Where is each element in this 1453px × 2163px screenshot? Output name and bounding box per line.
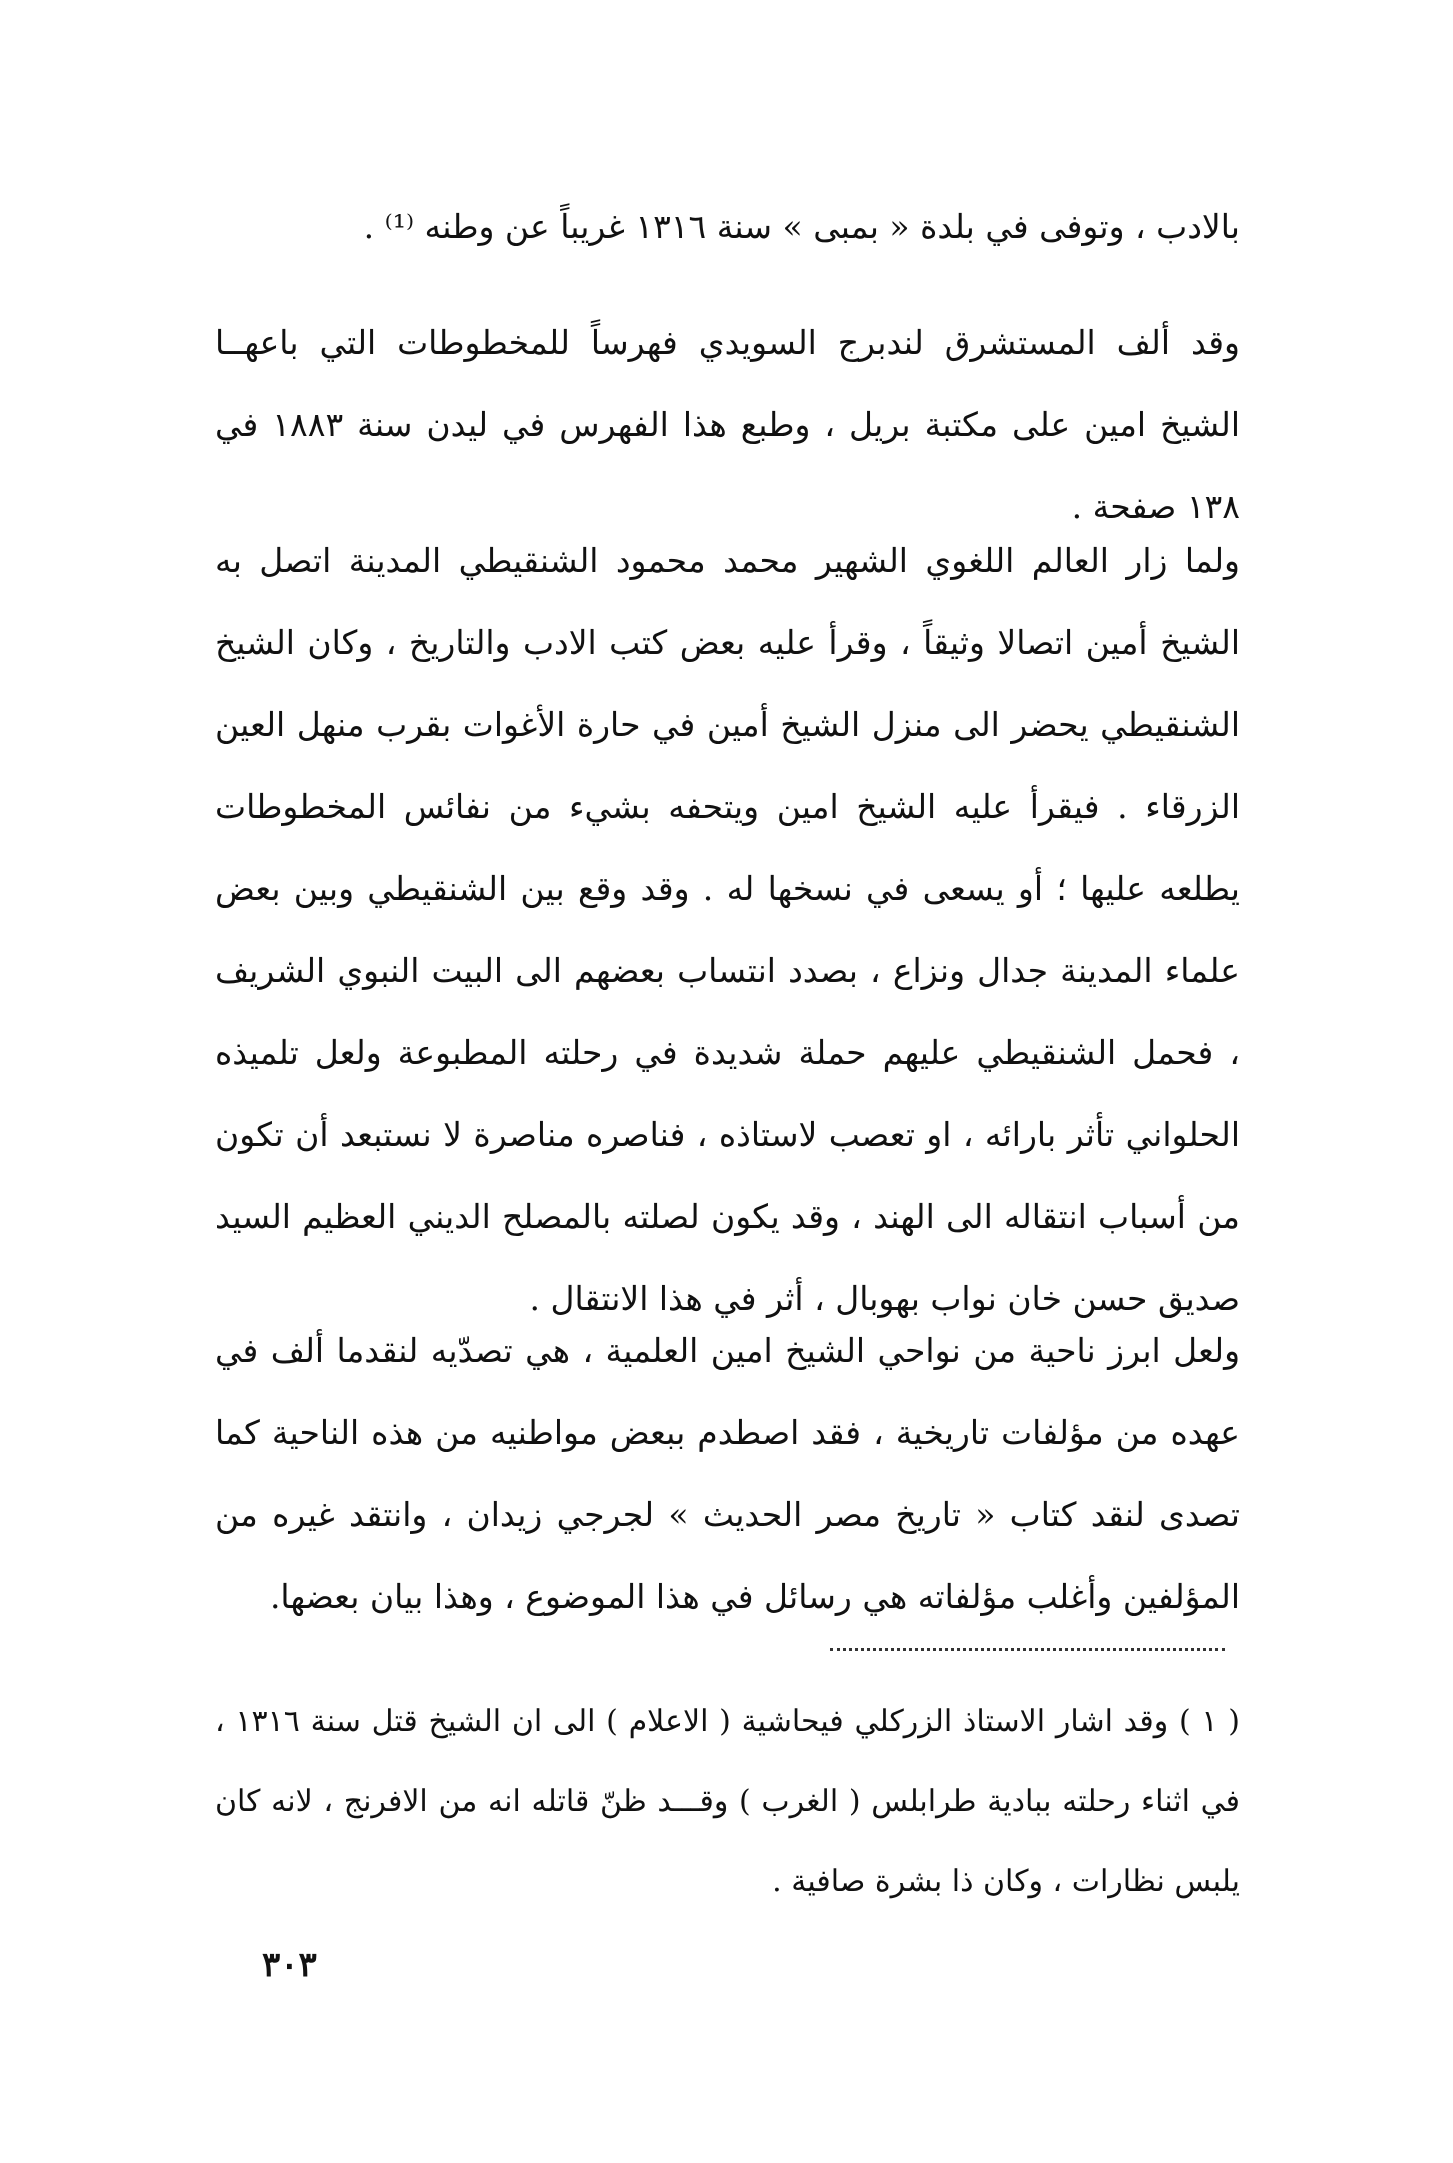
page-number: ٣٠٣ bbox=[262, 1945, 317, 1985]
footnote bbox=[215, 1682, 1240, 1922]
paragraph-2 bbox=[215, 302, 1240, 548]
footnote-text: ( ١ ) وقد اشار الاستاذ الزركلي فيحاشية ( الاعلام ) الى ان الشيخ قتل سنة ١٣١٦ ، في اثناء رحلته ببادية طرابلس ( الغرب ) وقـــد ظنّ قاتله انه من الافرنج ، لانه كان يلبس نظارات ، وكان ذا بشرة صافية . bbox=[215, 1704, 1240, 1899]
paragraph-1 bbox=[215, 186, 1240, 268]
paragraph-3 bbox=[215, 520, 1240, 1340]
paragraph-4-text: ولعل ابرز ناحية من نواحي الشيخ امين العلمية ، هي تصدّيه لنقدما ألف في عهده من مؤلفات تاريخية ، فقد اصطدم ببعض مواطنيه من هذه الناحية كما تصدى لنقد كتاب « تاريخ مصر الحديث » لجرجي زيدان ، وانتقد غيره من المؤلفين وأغلب مؤلفاته هي رسائل في هذا الموضوع ، وهذا بيان بعضها. bbox=[215, 1331, 1240, 1616]
paragraph-2-text: وقد ألف المستشرق لندبرج السويدي فهرساً للمخطوطات التي باعهــا الشيخ امين على مكتبة بريل ، وطبع هذا الفهرس في ليدن سنة ١٨٨٣ في ١٣٨ صفحة . bbox=[215, 323, 1240, 526]
paragraph-4 bbox=[215, 1310, 1240, 1638]
footnote-divider bbox=[830, 1648, 1225, 1651]
paragraph-3-text: ولما زار العالم اللغوي الشهير محمد محمود الشنقيطي المدينة اتصل به الشيخ أمين اتصالا وثيقاً ، وقرأ عليه بعض كتب الادب والتاريخ ، وكان الشيخ الشنقيطي يحضر الى منزل الشيخ أمين في حارة الأغوات بقرب منهل العين الزرقاء . فيقرأ عليه الشيخ امين ويتحفه بشيء من نفائس المخطوطات يطلعه عليها ؛ أو يسعى في نسخها له . وقد وقع بين الشنقيطي وبين بعض علماء المدينة جدال ونزاع ، بصدد انتساب بعضهم الى البيت النبوي الشريف ، فحمل الشنقيطي عليهم حملة شديدة في رحلته المطبوعة ولعل تلميذه الحلواني تأثر بارائه ، او تعصب لاستاذه ، فناصره مناصرة لا نستبعد أن تكون من أسباب انتقاله الى الهند ، وقد يكون لصلته بالمصلح الديني العظيم السيد صديق حسن خان نواب بهوبال ، أثر في هذا الانتقال . bbox=[215, 541, 1240, 1318]
paragraph-1-text: بالادب ، وتوفى في بلدة « بمبى » سنة ١٣١٦ غريباً عن وطنه ⁽¹⁾ . bbox=[363, 207, 1240, 246]
